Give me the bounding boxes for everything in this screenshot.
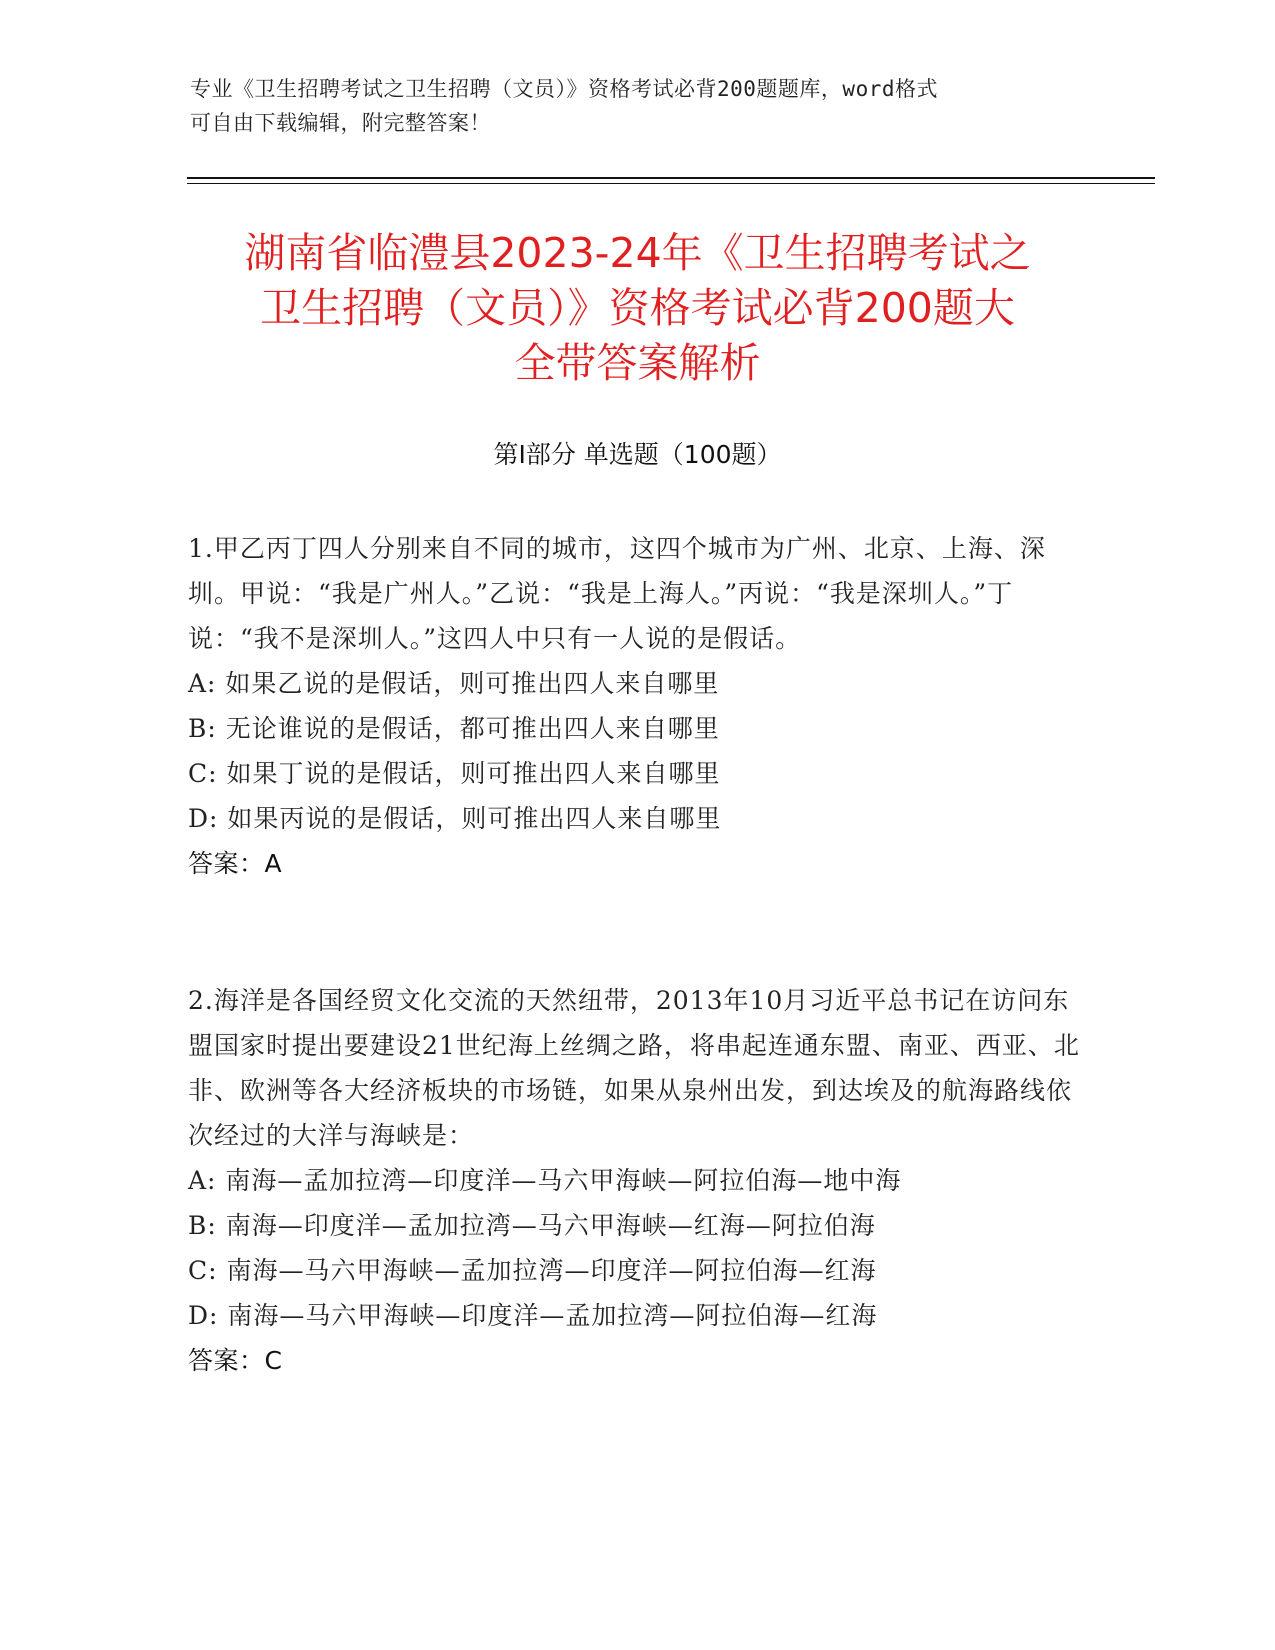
option-d: D: 如果丙说的是假话，则可推出四人来自哪里 (188, 804, 722, 833)
header-note-line-1: 专业《卫生招聘考试之卫生招聘（文员）》资格考试必背200题题库，word格式 (190, 77, 938, 101)
option-b: B: 无论谁说的是假话，都可推出四人来自哪里 (188, 714, 720, 743)
document-title-line-3: 全带答案解析 (514, 339, 761, 387)
answer-label: 答案：A (188, 849, 283, 878)
header-note-line-2: 可自由下载编辑，附完整答案！ (190, 111, 491, 135)
question-stem: 2.海洋是各国经贸文化交流的天然纽带，2013年10月习近平总书记在访问东盟国家时提出要建设21世纪海上丝绸之路，将串起连通东盟、南亚、西亚、北非、欧洲等各大经济板块的市场链，如果从泉州出发，到达埃及的航海路线依次经过的大洋与海峡是： (188, 986, 1080, 1150)
option-a: A: 如果乙说的是假话，则可推出四人来自哪里 (188, 669, 720, 698)
header-note (190, 72, 1070, 140)
document-title (170, 226, 1105, 391)
header-divider-thin (187, 183, 1155, 184)
question-1 (188, 526, 1088, 886)
question-stem: 1.甲乙丙丁四人分别来自不同的城市，这四个城市为广州、北京、上海、深圳。甲说：“我是广州人。”乙说：“我是上海人。”丙说：“我是深圳人。”丁说：“我不是深圳人。”这四人中只有一人说的是假话。 (188, 534, 1046, 653)
option-c: C: 南海—马六甲海峡—孟加拉湾—印度洋—阿拉伯海—红海 (188, 1256, 877, 1285)
document-title-line-1: 湖南省临澧县2023-24年《卫生招聘考试之 (244, 229, 1031, 277)
answer-label: 答案：C (188, 1346, 283, 1375)
option-b: B: 南海—印度洋—孟加拉湾—马六甲海峡—红海—阿拉伯海 (188, 1211, 876, 1240)
section-title: 第Ⅰ部分 单选题（100题） (493, 440, 782, 469)
question-2 (188, 978, 1088, 1383)
option-c: C: 如果丁说的是假话，则可推出四人来自哪里 (188, 759, 721, 788)
option-d: D: 南海—马六甲海峡—印度洋—孟加拉湾—阿拉伯海—红海 (188, 1301, 878, 1330)
option-a: A: 南海—孟加拉湾—印度洋—马六甲海峡—阿拉伯海—地中海 (188, 1166, 902, 1195)
header-divider-thick (187, 177, 1155, 179)
document-title-line-2: 卫生招聘（文员）》资格考试必背200题大 (260, 284, 1015, 332)
